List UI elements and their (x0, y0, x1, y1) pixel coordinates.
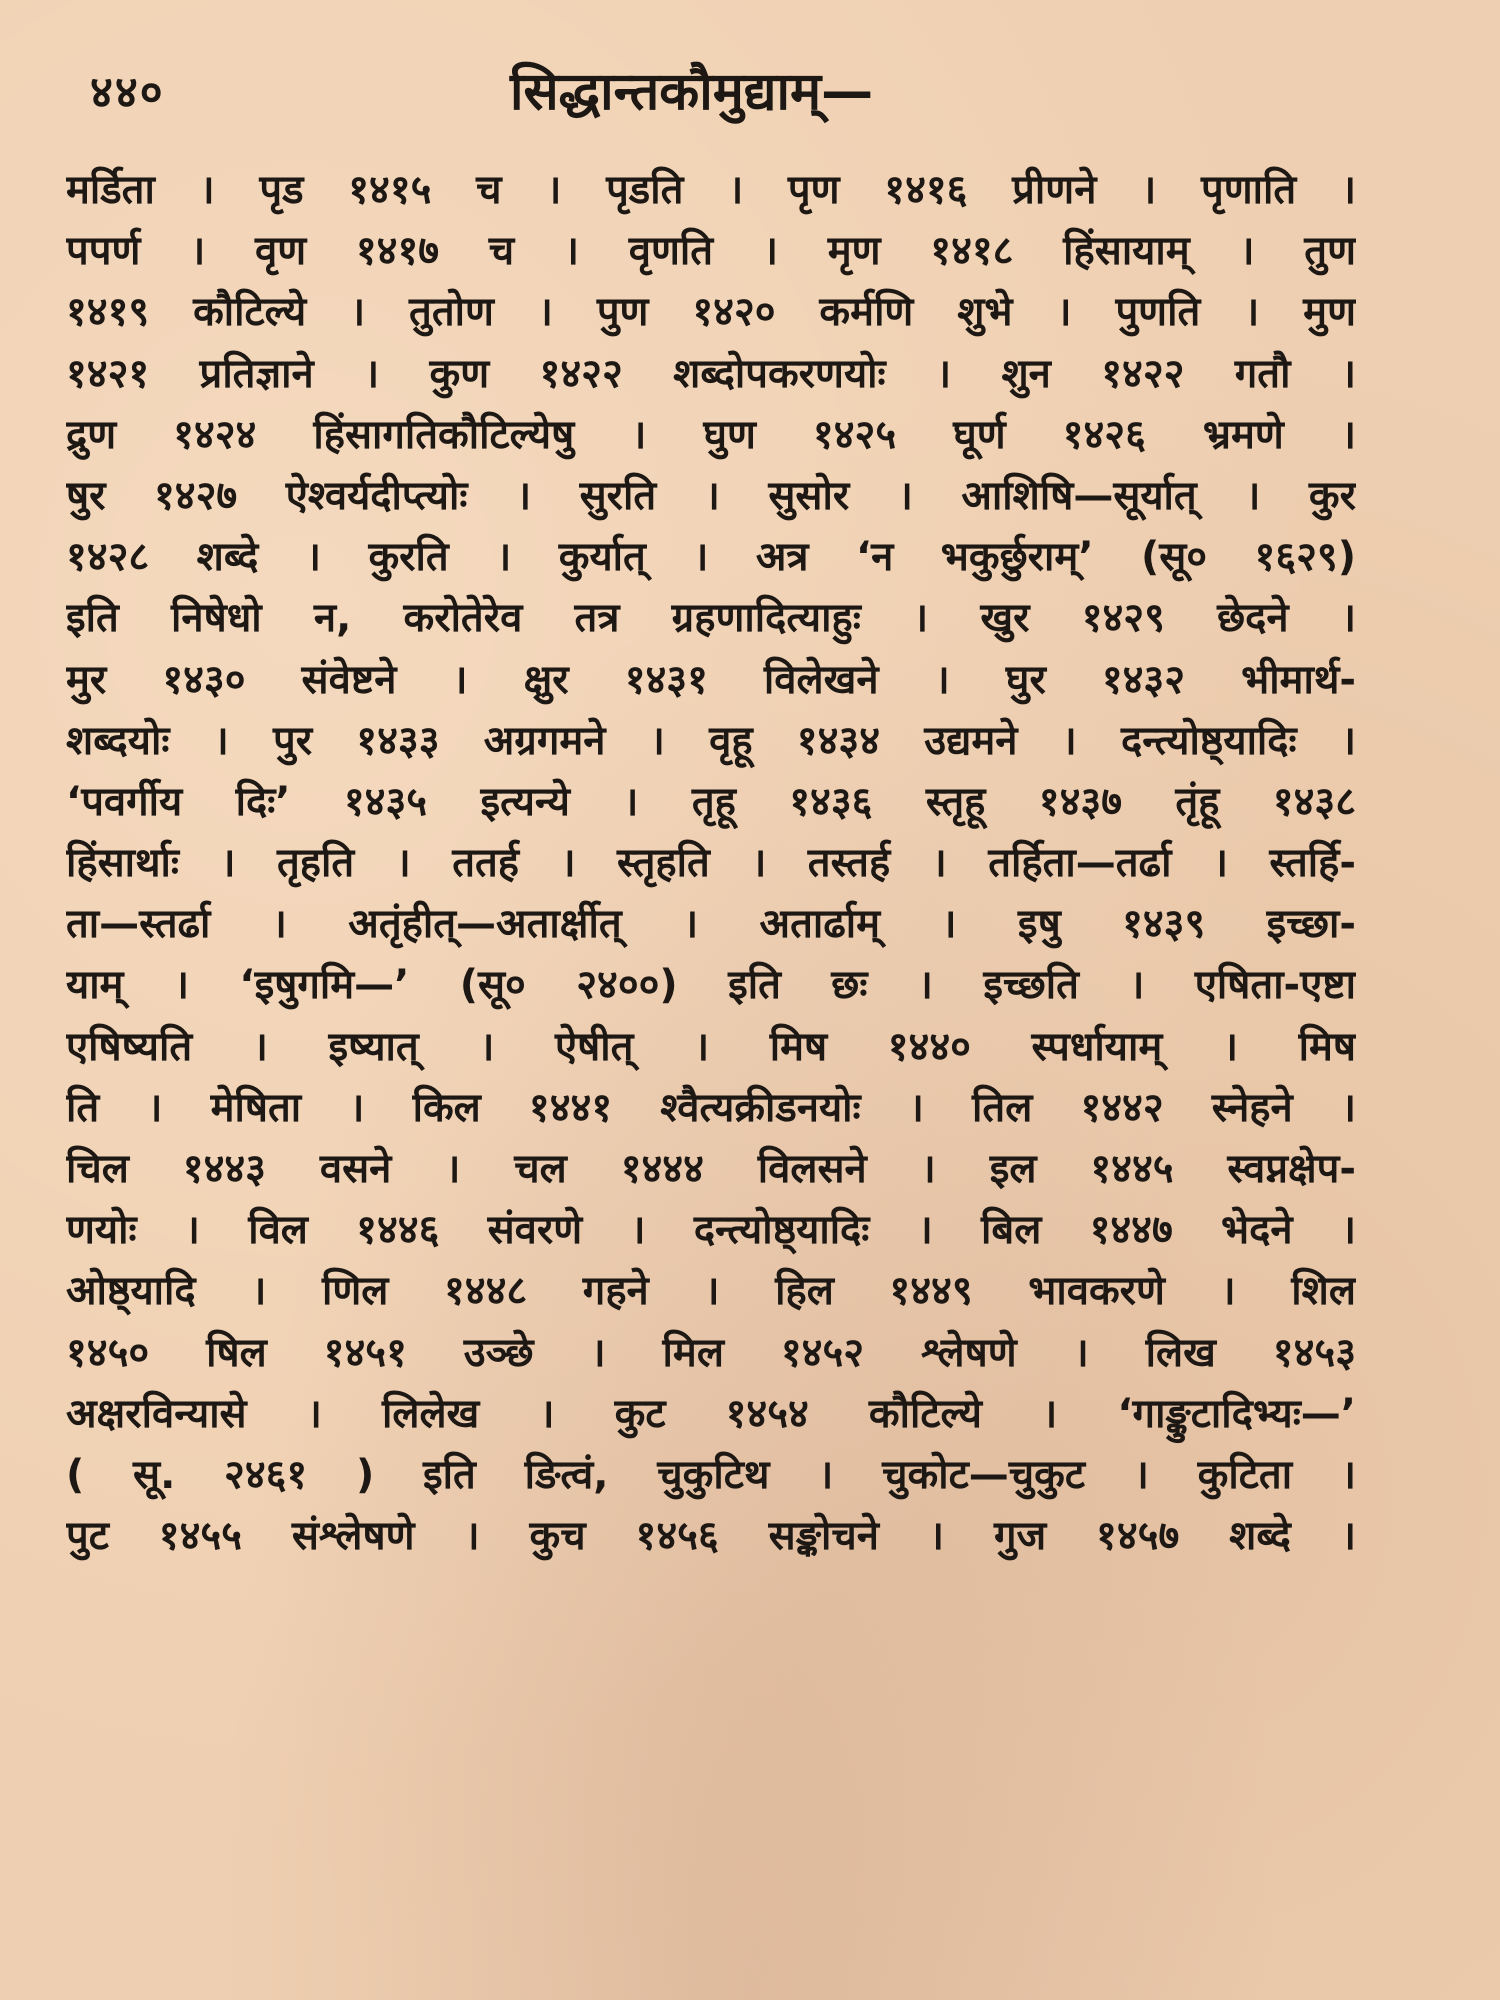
text-line: हिंसार्थाः । तृहति । ततर्ह । स्तृहति । तस्तर्ह । तर्हिता—तर्ढा । स्तर्हि- (66, 840, 1356, 887)
text-line: इति निषेधो न, करोतेरेव तत्र ग्रहणादित्याहुः । खुर १४२९ छेदने । (66, 595, 1356, 642)
text-line: अक्षरविन्यासे । लिलेख । कुट १४५४ कौटिल्ये । ‘गाङ्कुटादिभ्यः—’ (66, 1390, 1356, 1437)
text-line: एषिष्यति । इष्यात् । ऐषीत् । मिष १४४० स्पर्धायाम् । मिष (66, 1023, 1356, 1070)
text-line: णयोः । विल १४४६ संवरणे । दन्त्योष्ठ्यादिः । बिल १४४७ भेदने । (66, 1207, 1356, 1254)
text-line: ति । मेषिता । किल १४४१ श्वैत्यक्रीडनयोः । तिल १४४२ स्नेहने । (66, 1084, 1356, 1131)
text-line: १४२१ प्रतिज्ञाने । कुण १४२२ शब्दोपकरणयोः । शुन १४२२ गतौ । (66, 350, 1356, 397)
running-title: सिद्धान्तकौमुद्याम्— (510, 62, 874, 122)
text-line: मर्डिता । पृड १४१५ च । पृडति । पृण १४१६ प्रीणने । पृणाति । (66, 167, 1356, 213)
text-line: ( सू. २४६१ ) इति ङित्वं, चुकुटिथ । चुकोट—चुकुट । कुटिता । (66, 1451, 1356, 1498)
text-line: ता—स्तर्ढा । अतृंहीत्—अतार्क्षीत् । अतार्ढाम् । इषु १४३९ इच्छा- (66, 901, 1356, 948)
text-line: ओष्ठ्यादि । णिल १४४८ गहने । हिल १४४९ भावकरणे । शिल (66, 1268, 1356, 1315)
text-line: पपर्ण । वृण १४१७ च । वृणति । मृण १४१८ हिंसायाम् । तुण (66, 228, 1356, 275)
text-line: षुर १४२७ ऐश्वर्यदीप्त्योः । सुरति । सुसोर । आशिषि—सूर्यात् । कुर (66, 472, 1356, 519)
text-line: याम् । ‘इषुगमि—’ (सू० २४००) इति छः । इच्छति । एषिता-एष्टा (66, 962, 1356, 1009)
text-line: द्रुण १४२४ हिंसागतिकौटिल्येषु । घुण १४२५ घूर्ण १४२६ भ्रमणे । (66, 411, 1356, 458)
text-line: शब्दयोः । पुर १४३३ अग्रगमने । वृहू १४३४ उद्यमने । दन्त्योष्ठ्यादिः । (66, 717, 1356, 764)
page-number: ४४० (90, 67, 165, 118)
text-line: मुर १४३० संवेष्टने । क्षुर १४३१ विलेखने । घुर १४३२ भीमार्थ- (66, 656, 1356, 703)
text-line: १४५० षिल १४५१ उञ्छे । मिल १४५२ श्लेषणे । लिख १४५३ (66, 1329, 1356, 1376)
text-line: चिल १४४३ वसने । चल १४४४ विलसने । इल १४४५ स्वप्नक्षेप- (66, 1146, 1356, 1192)
text-line: ‘पवर्गीय दिः’ १४३५ इत्यन्ये । तृहू १४३६ स्तृहू १४३७ तृंहू १४३८ (66, 778, 1356, 825)
text-line: १४१९ कौटिल्ये । तुतोण । पुण १४२० कर्मणि शुभे । पुणति । मुण (66, 289, 1356, 336)
page-header (90, 48, 1410, 138)
body-text (66, 160, 1356, 1567)
text-line: १४२८ शब्दे । कुरति । कुर्यात् । अत्र ‘न भकुर्छुराम्’ (सू० १६२९) (66, 534, 1356, 581)
text-line: पुट १४५५ संश्लेषणे । कुच १४५६ सङ्कोचने । गुज १४५७ शब्दे । (66, 1513, 1356, 1560)
